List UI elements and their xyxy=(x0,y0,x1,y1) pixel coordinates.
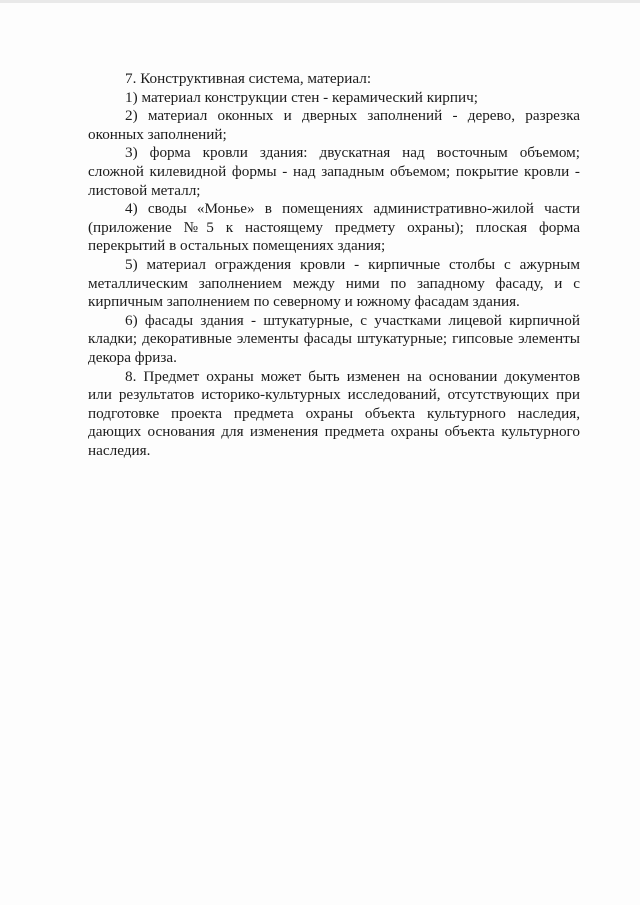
item-2-windows-doors: 2) материал оконных и дверных заполнений - дерево, разрезка оконных заполнений; xyxy=(88,107,580,143)
section-7-heading: 7. Конструктивная система, материал: xyxy=(125,70,372,87)
item-3-roof-form: 3) форма кровли здания: двускатная над восточным объемом; сложной килевидной формы - над западным объемом; покрытие кровли - листовой металл; xyxy=(88,144,580,199)
item-4-vaults: 4) своды «Монье» в помещениях административно-жилой части (приложение №5 к настоящему предмету охраны); плоская форма перекрытий в остальных помещениях здания; xyxy=(88,200,580,255)
document-body xyxy=(88,70,580,460)
item-6-facades: 6) фасады здания - штукатурные, с участками лицевой кирпичной кладки; декоративные элементы фасады штукатурные; гипсовые элементы декора фриза. xyxy=(88,311,580,366)
scan-edge xyxy=(0,0,640,3)
section-8-text: 8. Предмет охраны может быть изменен на основании документов или результатов историко-культурных исследований, отсутствующих при подготовке проекта предмета охраны объекта культурного наследия, дающих основания для изменения предмета охраны объекта культурного наследия. xyxy=(88,367,580,459)
item-1-walls: 1) материал конструкции стен - керамический кирпич; xyxy=(125,88,478,106)
item-5-roof-fence: 5) материал ограждения кровли - кирпичные столбы с ажурным металлическим заполнением между ними по западному фасаду, и с кирпичным заполнением по северному и южному фасадам здания. xyxy=(88,255,580,311)
